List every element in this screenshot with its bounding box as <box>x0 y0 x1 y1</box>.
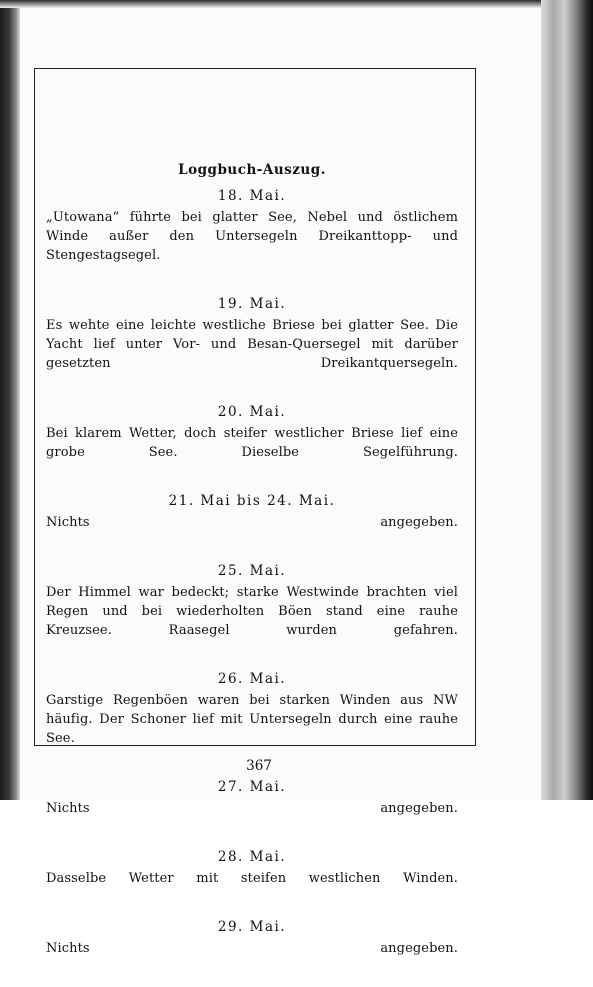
entry-text: Bei klarem Wetter, doch steifer westlicher Briese lief eine grobe See. Dieselbe Segelführung. <box>46 426 458 460</box>
log-entry <box>46 186 458 284</box>
entry-date: 28. Mai. <box>217 849 287 865</box>
log-entry <box>46 917 458 977</box>
page-stack-right <box>541 0 593 800</box>
entry-text: „Utowana“ führte bei glatter See, Nebel und östlichem Winde außer den Untersegeln Dreikanttopp- und Stengestagsegel. <box>46 210 458 263</box>
entry-date: 21. Mai bis 24. Mai. <box>168 493 336 509</box>
entry-text: Nichts angegeben. <box>46 515 458 530</box>
entry-text: Nichts angegeben. <box>46 801 458 816</box>
log-entry <box>46 847 458 907</box>
entry-date: 20. Mai. <box>217 404 287 420</box>
log-entry <box>46 669 458 767</box>
entry-date: 25. Mai. <box>217 563 287 579</box>
scan-edge-top <box>0 0 593 8</box>
entry-text: Der Himmel war bedeckt; starke Westwinde brachten viel Regen und bei wiederholten Böen stand eine rauhe Kreuzsee. Raasegel wurden gefahren. <box>46 585 458 638</box>
entry-text: Dasselbe Wetter mit steifen westlichen Winden. <box>46 871 458 886</box>
log-entry <box>46 402 458 481</box>
entry-date: 27. Mai. <box>217 779 287 795</box>
entry-text: Nichts angegeben. <box>46 941 458 956</box>
entry-date: 26. Mai. <box>217 671 287 687</box>
entry-text: Es wehte eine leichte westliche Briese bei glatter See. Die Yacht lief unter Vor- und Besan-Quersegel mit darüber gesetzten Dreikantquersegeln. <box>46 318 458 371</box>
entry-date: 18. Mai. <box>217 188 287 204</box>
log-entry <box>46 491 458 551</box>
page-title: Loggbuch-Auszug. <box>178 162 326 178</box>
log-entry <box>46 294 458 392</box>
logbook-excerpt <box>46 162 458 987</box>
entry-date: 19. Mai. <box>217 296 287 312</box>
book-binding-left <box>0 0 20 800</box>
log-entry <box>46 777 458 837</box>
entry-date: 29. Mai. <box>217 919 287 935</box>
page-number: 367 <box>246 758 272 774</box>
log-entry <box>46 561 458 659</box>
entry-text: Garstige Regenböen waren bei starken Winden aus NW häufig. Der Schoner lief mit Untersegeln durch eine rauhe See. <box>46 693 458 746</box>
